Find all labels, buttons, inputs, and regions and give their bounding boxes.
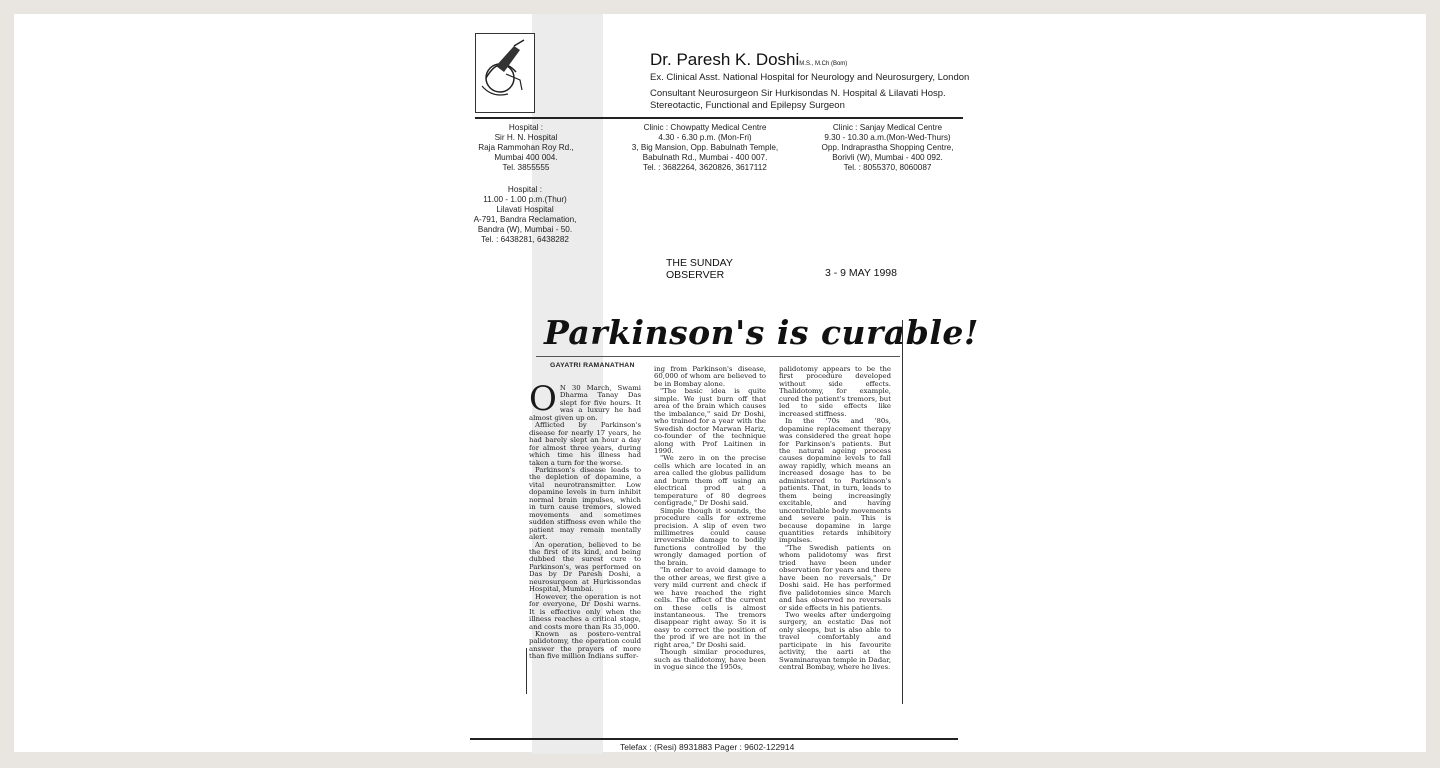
newspaper-name: THE SUNDAY OBSERVER <box>666 257 733 281</box>
paragraph: Two weeks after undergoing surgery, an ecstatic Das not only sleeps, but is also able to travel comfortably and participate in his favourite activity, the aarti at the Swaminarayan temple in Dadar, central Bombay, where he lives. <box>779 610 892 672</box>
footer-contact: Telefax : (Resi) 8931883 Pager : 9602-122914 <box>620 742 795 752</box>
paragraph: Though similar procedures, such as thalidotomy, have been in vogue since the 1950s, <box>654 648 766 672</box>
hospital-address-1: Hospital : Sir H. N. Hospital Raja Rammohan Roy Rd., Mumbai 400 004. Tel. 3855555 <box>478 123 574 172</box>
clipping-bracket <box>902 320 907 704</box>
paragraph: N 30 March, Swami Dharma Tanay Das slept for five hours. It was a luxury he had almost given up on. <box>529 384 641 422</box>
paragraph: However, the operation is not for everyone, Dr Doshi warns. It is effective only when the illness reaches a critical stage, and costs more than Rs 35,000. <box>529 592 641 631</box>
hospital-address-2: Hospital : 11.00 - 1.00 p.m.(Thur) Lilavati Hospital A-791, Bandra Reclamation, Bandra (W), Mumbai - 50. Tel. : 6438281, 6438282 <box>473 185 577 244</box>
article-column-3 <box>779 366 891 672</box>
surgeon-logo-icon <box>475 33 535 113</box>
clinic-address-1: Clinic : Chowpatty Medical Centre 4.30 - 6.30 p.m. (Mon-Fri) 3, Big Mansion, Opp. Babulnath Temple, Babulnath Rd., Mumbai - 400 007. Tel. : 3682264, 3620826, 3617112 <box>631 123 779 172</box>
credential-line-1: Ex. Clinical Asst. National Hospital for Neurology and Neurosurgery, London <box>650 72 970 83</box>
doctor-degree: M.S., M.Ch (Bom) <box>799 61 848 67</box>
clinic-address-2: Clinic : Sanjay Medical Centre 9.30 - 10.30 a.m.(Mon-Wed-Thurs) Opp. Indraprastha Shopping Centre, Borivli (W), Mumbai - 400 092. Tel. : 8055370, 8060087 <box>821 123 954 172</box>
article-byline: GAYATRI RAMANATHAN <box>550 362 635 369</box>
paragraph: "We zero in on the precise cells which are located in an area called the globus pallidum and burn them off using an electrical prod at a temperature of 80 degrees centigrade," Dr Doshi said. <box>654 454 766 508</box>
credential-line-2: Consultant Neurosurgeon Sir Hurkisondas N. Hospital & Lilavati Hosp. <box>650 88 946 99</box>
headline-rule <box>536 356 900 357</box>
letterhead-rule <box>475 117 963 119</box>
article-column-2 <box>654 366 766 672</box>
clipping-mark <box>526 648 527 694</box>
paragraph: Parkinson's disease leads to the depletion of dopamine, a vital neurotransmitter. Low dopamine levels in turn inhibit normal brain impulses, which in turn cause tremors, slowed movements and sometimes sudden stiffness even while the patient may remain mentally alert. <box>529 465 641 542</box>
footer-rule <box>470 738 958 740</box>
paragraph: Simple though it sounds, the procedure calls for extreme precision. A slip of even two millimetres could cause irreversible damage to bodily functions controlled by the wrongly damaged portion of the brain. <box>654 506 766 567</box>
newspaper-date: 3 - 9 MAY 1998 <box>825 267 897 279</box>
paragraph: In the '70s and '80s, dopamine replacement therapy was considered the great hope for Parkinson's patients. But the natural ageing process causes dopamine levels to fall away rapidly, which means an increased dosage has to be administered to Parkinson's patients. That, in turn, leads to them being increasingly excitable, and having uncontrollable body movements and severe pain. This is because dopamine in large quantities retards inhibitory impulses. <box>779 417 891 545</box>
paragraph: ing from Parkinson's disease, 60,000 of whom are believed to be in Bombay alone. <box>654 365 766 388</box>
article-column-1 <box>529 379 641 661</box>
drop-cap: O <box>529 379 557 419</box>
paragraph: Afflicted by Parkinson's disease for nearly 17 years, he had barely slept an hour a day for almost three years, during which time his illness had taken a turn for the worse. <box>529 421 641 467</box>
paragraph: "The basic idea is quite simple. We just burn off that area of the brain which causes the imbalance," said Dr Doshi, who trained for a year with the Swedish doctor Marwan Hariz, co-founder of the technique along with Prof Laitinen in 1990. <box>654 387 766 455</box>
article-headline: Parkinson's is curable! <box>544 313 979 352</box>
credential-line-3: Stereotactic, Functional and Epilepsy Surgeon <box>650 100 845 111</box>
doctor-name: Dr. Paresh K. DoshiM.S., M.Ch (Bom) <box>650 50 848 69</box>
paragraph: "The Swedish patients on whom palidotomy was first tried have been under observation for years and there have been no reversals," Dr Doshi said. He has performed five palidotomies since March and has observed no reversals or side effects in his patients. <box>779 543 891 612</box>
paragraph: Known as postero-ventral palidotomy, the operation could answer the prayers of more than five million Indians suffer- <box>529 629 641 661</box>
paragraph: palidotomy appears to be the first procedure developed without side effects. Thalidotomy, for example, cured the patient's tremors, but led to side effects like increased stiffness. <box>779 365 891 418</box>
paragraph: An operation, believed to be the first of its kind, and being dubbed the surest cure to Parkinson's, was performed on Das by Dr Paresh Doshi, a neurosurgeon at Hurkissondas Hospital, Mumbai. <box>529 540 641 594</box>
paragraph: "In order to avoid damage to the other areas, we first give a very mild current and check if we have reached the right cells. The effect of the current on these cells is almost instantaneous. The tremors disappear right away. So it is easy to correct the position of the prod if we are not in the right area," Dr Doshi said. <box>654 566 766 649</box>
